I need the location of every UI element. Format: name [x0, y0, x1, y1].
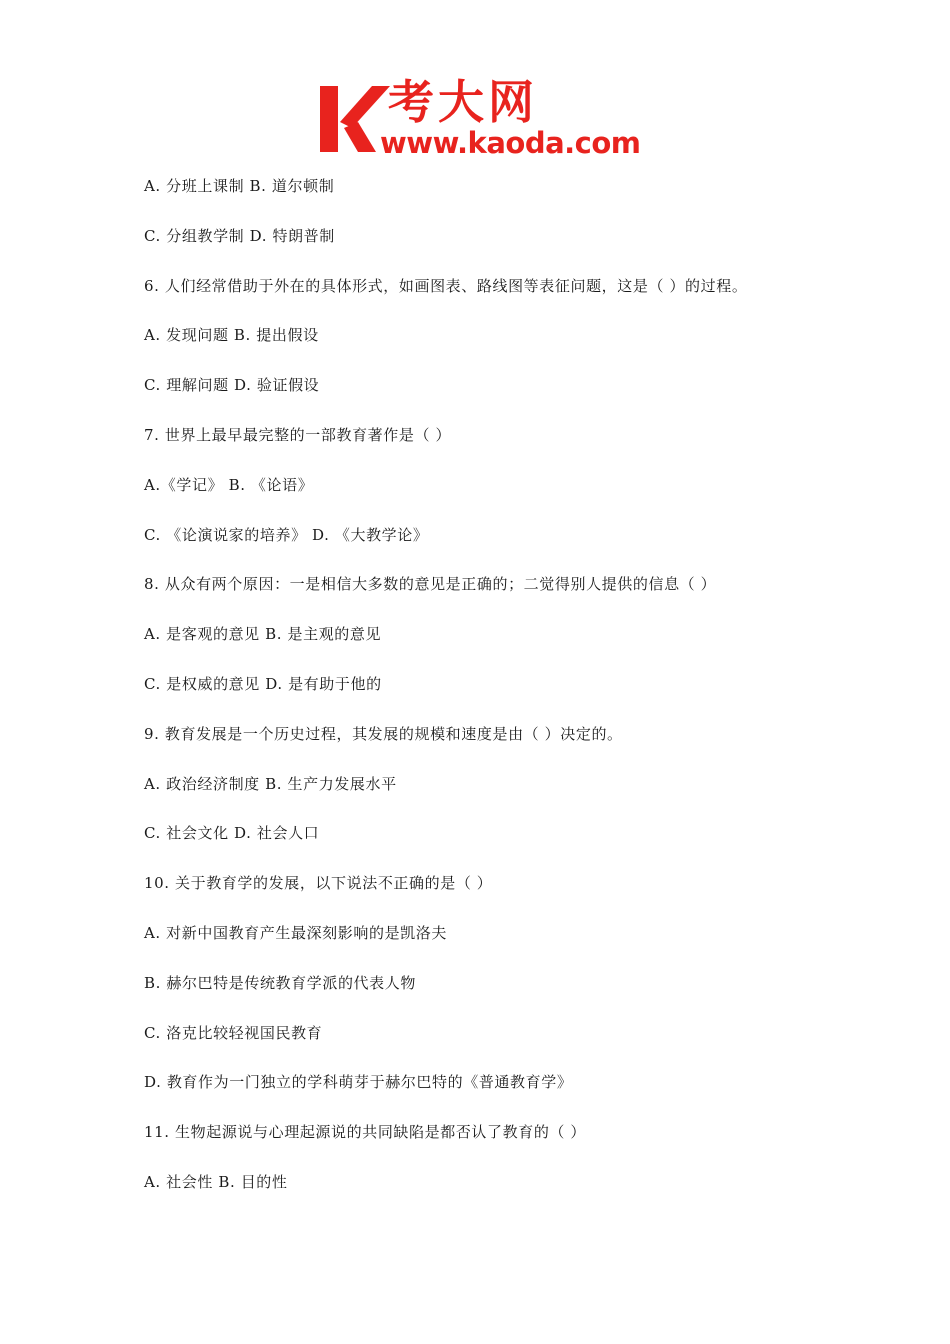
question-line: 9. 教育发展是一个历史过程，其发展的规模和速度是由（ ）决定的。 [144, 724, 623, 743]
text-line: A. 是客观的意见 B. 是主观的意见 [144, 625, 382, 644]
question-line: 6. 人们经常借助于外在的具体形式，如画图表、路线图等表征问题，这是（ ）的过程。 [144, 276, 748, 295]
kaoda-logo [318, 75, 641, 162]
text-line: C. 社会文化 D. 社会人口 [144, 824, 320, 843]
question-line: 10. 关于教育学的发展，以下说法不正确的是（ ） [144, 874, 493, 893]
text-line: A. 分班上课制 B. 道尔顿制 [144, 177, 335, 195]
question-line: 11. 生物起源说与心理起源说的共同缺陷是都否认了教育的（ ） [144, 1123, 586, 1142]
text-line: C. 洛克比较轻视国民教育 [144, 1023, 323, 1042]
question-line: 8. 从众有两个原因：一是相信大多数的意见是正确的；二觉得别人提供的信息（ ） [144, 575, 717, 594]
text-line: A. 社会性 B. 目的性 [144, 1172, 288, 1191]
text-line: A.《学记》 B. 《论语》 [144, 475, 314, 494]
text-line: A. 对新中国教育产生最深刻影响的是凯洛夫 [144, 923, 447, 942]
text-line: D. 教育作为一门独立的学科萌芽于赫尔巴特的《普通教育学》 [144, 1073, 573, 1092]
question-line: 7. 世界上最早最完整的一部教育著作是（ ） [144, 425, 452, 444]
logo-url: www.kaoda.com [380, 126, 641, 160]
text-line: A. 发现问题 B. 提出假设 [144, 326, 319, 345]
logo-text-cn: 考大网 [388, 75, 538, 129]
text-line: B. 赫尔巴特是传统教育学派的代表人物 [144, 973, 416, 992]
text-line: C. 《论演说家的培养》 D. 《大教学论》 [144, 525, 429, 544]
text-line: C. 是权威的意见 D. 是有助于他的 [144, 674, 382, 693]
question-list [144, 174, 844, 1220]
text-line: A. 政治经济制度 B. 生产力发展水平 [144, 774, 397, 793]
text-line: C. 理解问题 D. 验证假设 [144, 376, 320, 395]
text-line: C. 分组教学制 D. 特朗普制 [144, 226, 335, 245]
